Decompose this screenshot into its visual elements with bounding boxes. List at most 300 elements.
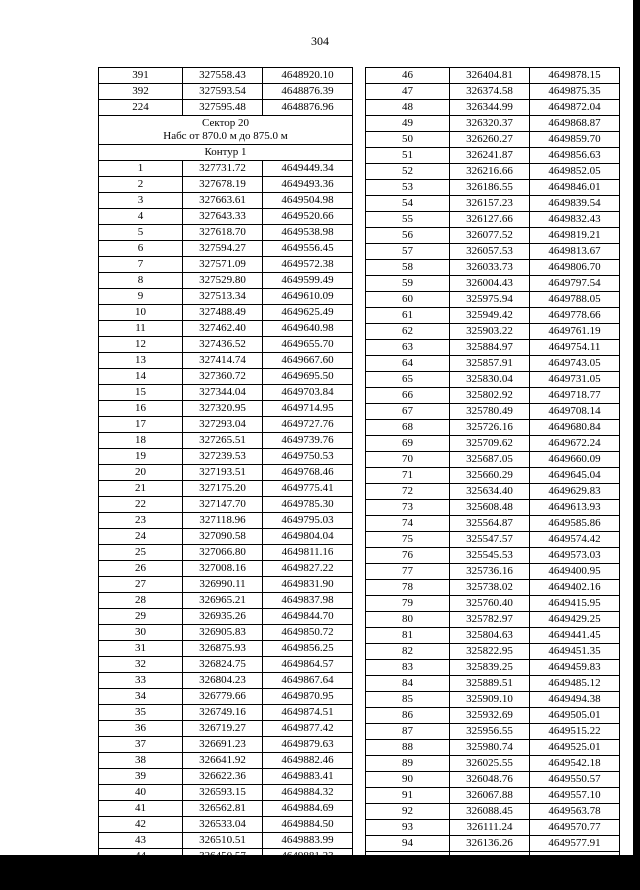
point-number: 30 bbox=[99, 625, 183, 641]
x-coordinate: 325903.22 bbox=[450, 324, 530, 340]
point-number: 26 bbox=[99, 561, 183, 577]
y-coordinate: 4649727.76 bbox=[263, 417, 353, 433]
contour-title: Контур 1 bbox=[99, 145, 353, 161]
y-coordinate: 4649525.01 bbox=[530, 740, 620, 756]
y-coordinate: 4649573.03 bbox=[530, 548, 620, 564]
table-row bbox=[99, 833, 353, 849]
y-coordinate: 4649875.35 bbox=[530, 84, 620, 100]
point-number: 19 bbox=[99, 449, 183, 465]
y-coordinate: 4649556.45 bbox=[263, 241, 353, 257]
point-number: 93 bbox=[366, 820, 450, 836]
point-number: 85 bbox=[366, 692, 450, 708]
y-coordinate: 4649768.46 bbox=[263, 465, 353, 481]
x-coordinate: 326136.26 bbox=[450, 836, 530, 852]
point-number: 58 bbox=[366, 260, 450, 276]
sector-title: Сектор 20 bbox=[202, 117, 249, 129]
y-coordinate: 4649449.34 bbox=[263, 161, 353, 177]
x-coordinate: 327360.72 bbox=[183, 369, 263, 385]
y-coordinate: 4649850.72 bbox=[263, 625, 353, 641]
point-number: 67 bbox=[366, 404, 450, 420]
table-row bbox=[366, 196, 620, 212]
table-row bbox=[366, 660, 620, 676]
x-coordinate: 327066.80 bbox=[183, 545, 263, 561]
x-coordinate: 325738.02 bbox=[450, 580, 530, 596]
y-coordinate: 4649731.05 bbox=[530, 372, 620, 388]
point-number: 2 bbox=[99, 177, 183, 193]
y-coordinate: 4649625.49 bbox=[263, 305, 353, 321]
y-coordinate: 4649743.05 bbox=[530, 356, 620, 372]
table-row bbox=[99, 193, 353, 209]
y-coordinate: 4649859.70 bbox=[530, 132, 620, 148]
point-number: 56 bbox=[366, 228, 450, 244]
table-row bbox=[99, 289, 353, 305]
x-coordinate: 325956.55 bbox=[450, 724, 530, 740]
point-number: 8 bbox=[99, 273, 183, 289]
point-number: 89 bbox=[366, 756, 450, 772]
point-number: 90 bbox=[366, 772, 450, 788]
table-row bbox=[99, 401, 353, 417]
table-row bbox=[99, 529, 353, 545]
table-row bbox=[366, 100, 620, 116]
point-number: 87 bbox=[366, 724, 450, 740]
x-coordinate: 325889.51 bbox=[450, 676, 530, 692]
x-coordinate: 327436.52 bbox=[183, 337, 263, 353]
x-coordinate: 327193.51 bbox=[183, 465, 263, 481]
y-coordinate: 4649884.69 bbox=[263, 801, 353, 817]
table-row bbox=[99, 753, 353, 769]
y-coordinate: 4649415.95 bbox=[530, 596, 620, 612]
table-row bbox=[366, 516, 620, 532]
point-number: 62 bbox=[366, 324, 450, 340]
x-coordinate: 327593.54 bbox=[183, 84, 263, 100]
y-coordinate: 4649640.98 bbox=[263, 321, 353, 337]
point-number: 71 bbox=[366, 468, 450, 484]
y-coordinate: 4649597.19 bbox=[530, 868, 620, 884]
point-number: 16 bbox=[99, 401, 183, 417]
x-coordinate: 326965.21 bbox=[183, 593, 263, 609]
point-number: 42 bbox=[99, 817, 183, 833]
y-coordinate: 4649804.04 bbox=[263, 529, 353, 545]
point-number: 391 bbox=[99, 68, 183, 84]
x-coordinate: 326779.66 bbox=[183, 689, 263, 705]
point-number: 34 bbox=[99, 689, 183, 705]
point-number: 35 bbox=[99, 705, 183, 721]
y-coordinate: 4649795.03 bbox=[263, 513, 353, 529]
table-row bbox=[366, 820, 620, 836]
table-row bbox=[366, 468, 620, 484]
table-row bbox=[366, 580, 620, 596]
point-number: 78 bbox=[366, 580, 450, 596]
y-coordinate: 4649493.36 bbox=[263, 177, 353, 193]
x-coordinate: 327595.48 bbox=[183, 100, 263, 116]
y-coordinate: 4649494.38 bbox=[530, 692, 620, 708]
point-number: 52 bbox=[366, 164, 450, 180]
y-coordinate: 4649613.93 bbox=[530, 500, 620, 516]
x-coordinate: 325804.63 bbox=[450, 628, 530, 644]
point-number: 44 bbox=[99, 849, 183, 865]
table-row bbox=[99, 161, 353, 177]
y-coordinate: 4649877.42 bbox=[263, 721, 353, 737]
contour-header-row bbox=[99, 145, 353, 161]
x-coordinate: 327488.49 bbox=[183, 305, 263, 321]
table-row bbox=[366, 372, 620, 388]
x-coordinate: 326344.99 bbox=[450, 100, 530, 116]
table-row bbox=[99, 625, 353, 641]
point-number: 63 bbox=[366, 340, 450, 356]
table-row bbox=[99, 225, 353, 241]
x-coordinate: 327239.53 bbox=[183, 449, 263, 465]
point-number: 20 bbox=[99, 465, 183, 481]
point-number: 12 bbox=[99, 337, 183, 353]
point-number: 54 bbox=[366, 196, 450, 212]
point-number: 83 bbox=[366, 660, 450, 676]
point-number: 15 bbox=[99, 385, 183, 401]
table-row bbox=[99, 577, 353, 593]
x-coordinate: 326533.04 bbox=[183, 817, 263, 833]
table-row bbox=[99, 721, 353, 737]
table-row bbox=[366, 628, 620, 644]
point-number: 74 bbox=[366, 516, 450, 532]
x-coordinate: 327618.70 bbox=[183, 225, 263, 241]
point-number: 9 bbox=[99, 289, 183, 305]
table-row bbox=[99, 513, 353, 529]
point-number: 46 bbox=[366, 68, 450, 84]
y-coordinate: 4649883.41 bbox=[263, 769, 353, 785]
x-coordinate: 326374.58 bbox=[450, 84, 530, 100]
x-coordinate: 326057.53 bbox=[450, 244, 530, 260]
x-coordinate: 325932.69 bbox=[450, 708, 530, 724]
sector-elevation-range: Набс от 870.0 м до 875.0 м bbox=[163, 130, 288, 142]
point-number: 41 bbox=[99, 801, 183, 817]
x-coordinate: 325909.10 bbox=[450, 692, 530, 708]
point-number: 95 bbox=[366, 852, 450, 868]
y-coordinate: 4649459.83 bbox=[530, 660, 620, 676]
y-coordinate: 4649402.16 bbox=[530, 580, 620, 596]
point-number: 72 bbox=[366, 484, 450, 500]
point-number: 31 bbox=[99, 641, 183, 657]
y-coordinate: 4649714.95 bbox=[263, 401, 353, 417]
x-coordinate: 325547.57 bbox=[450, 532, 530, 548]
table-row bbox=[366, 180, 620, 196]
point-number: 11 bbox=[99, 321, 183, 337]
table-row bbox=[99, 705, 353, 721]
point-number: 18 bbox=[99, 433, 183, 449]
point-number: 65 bbox=[366, 372, 450, 388]
point-number: 61 bbox=[366, 308, 450, 324]
point-number: 39 bbox=[99, 769, 183, 785]
point-number: 40 bbox=[99, 785, 183, 801]
y-coordinate: 4649880.33 bbox=[263, 865, 353, 881]
point-number: 76 bbox=[366, 548, 450, 564]
point-number: 64 bbox=[366, 356, 450, 372]
x-coordinate: 327678.19 bbox=[183, 177, 263, 193]
point-number: 45 bbox=[99, 865, 183, 881]
point-number: 43 bbox=[99, 833, 183, 849]
y-coordinate: 4649563.78 bbox=[530, 804, 620, 820]
x-coordinate: 326088.45 bbox=[450, 804, 530, 820]
table-row bbox=[99, 673, 353, 689]
y-coordinate: 4649451.35 bbox=[530, 644, 620, 660]
x-coordinate: 326260.27 bbox=[450, 132, 530, 148]
x-coordinate: 327731.72 bbox=[183, 161, 263, 177]
y-coordinate: 4649754.11 bbox=[530, 340, 620, 356]
x-coordinate: 326990.11 bbox=[183, 577, 263, 593]
x-coordinate: 326127.66 bbox=[450, 212, 530, 228]
x-coordinate: 325564.87 bbox=[450, 516, 530, 532]
x-coordinate: 326067.88 bbox=[450, 788, 530, 804]
point-number: 75 bbox=[366, 532, 450, 548]
page-number: 304 bbox=[311, 34, 329, 48]
x-coordinate: 326562.81 bbox=[183, 801, 263, 817]
point-number: 70 bbox=[366, 452, 450, 468]
table-row bbox=[99, 257, 353, 273]
point-number: 25 bbox=[99, 545, 183, 561]
x-coordinate: 327663.61 bbox=[183, 193, 263, 209]
point-number: 4 bbox=[99, 209, 183, 225]
y-coordinate: 4649837.98 bbox=[263, 593, 353, 609]
y-coordinate: 4649660.09 bbox=[530, 452, 620, 468]
y-coordinate: 4649577.91 bbox=[530, 836, 620, 852]
y-coordinate: 4649590.99 bbox=[530, 852, 620, 868]
x-coordinate: 325802.92 bbox=[450, 388, 530, 404]
x-coordinate: 326434.46 bbox=[183, 865, 263, 881]
point-number: 36 bbox=[99, 721, 183, 737]
x-coordinate: 327643.33 bbox=[183, 209, 263, 225]
x-coordinate: 325830.04 bbox=[450, 372, 530, 388]
x-coordinate: 327008.16 bbox=[183, 561, 263, 577]
y-coordinate: 4649806.70 bbox=[530, 260, 620, 276]
y-coordinate: 4649878.15 bbox=[530, 68, 620, 84]
point-number: 24 bbox=[99, 529, 183, 545]
table-row bbox=[366, 724, 620, 740]
y-coordinate: 4649629.83 bbox=[530, 484, 620, 500]
y-coordinate: 4649879.63 bbox=[263, 737, 353, 753]
point-number: 5 bbox=[99, 225, 183, 241]
y-coordinate: 4649750.53 bbox=[263, 449, 353, 465]
x-coordinate: 326241.87 bbox=[450, 148, 530, 164]
table-row bbox=[99, 545, 353, 561]
x-coordinate: 327513.34 bbox=[183, 289, 263, 305]
table-row bbox=[366, 772, 620, 788]
x-coordinate: 326875.93 bbox=[183, 641, 263, 657]
x-coordinate: 326593.15 bbox=[183, 785, 263, 801]
point-number: 38 bbox=[99, 753, 183, 769]
table-row bbox=[366, 692, 620, 708]
y-coordinate: 4649718.77 bbox=[530, 388, 620, 404]
y-coordinate: 4649881.23 bbox=[263, 849, 353, 865]
table-row bbox=[99, 337, 353, 353]
y-coordinate: 4649882.46 bbox=[263, 753, 353, 769]
x-coordinate: 325782.97 bbox=[450, 612, 530, 628]
point-number: 57 bbox=[366, 244, 450, 260]
point-number: 66 bbox=[366, 388, 450, 404]
point-number: 32 bbox=[99, 657, 183, 673]
y-coordinate: 4649485.12 bbox=[530, 676, 620, 692]
point-number: 59 bbox=[366, 276, 450, 292]
y-coordinate: 4649695.50 bbox=[263, 369, 353, 385]
x-coordinate: 325884.97 bbox=[450, 340, 530, 356]
x-coordinate: 326749.16 bbox=[183, 705, 263, 721]
y-coordinate: 4649429.25 bbox=[530, 612, 620, 628]
point-number: 37 bbox=[99, 737, 183, 753]
table-row bbox=[99, 465, 353, 481]
point-number: 1 bbox=[99, 161, 183, 177]
table-row bbox=[99, 561, 353, 577]
table-row bbox=[366, 244, 620, 260]
table-row bbox=[366, 404, 620, 420]
table-row bbox=[366, 452, 620, 468]
x-coordinate: 327090.58 bbox=[183, 529, 263, 545]
table-row bbox=[366, 788, 620, 804]
x-coordinate: 325780.49 bbox=[450, 404, 530, 420]
coordinates-table-right bbox=[365, 67, 620, 884]
table-row bbox=[99, 321, 353, 337]
table-row bbox=[99, 417, 353, 433]
y-coordinate: 4649761.19 bbox=[530, 324, 620, 340]
y-coordinate: 4649868.87 bbox=[530, 116, 620, 132]
x-coordinate: 325980.74 bbox=[450, 740, 530, 756]
x-coordinate: 325736.16 bbox=[450, 564, 530, 580]
y-coordinate: 4649870.95 bbox=[263, 689, 353, 705]
table-row bbox=[366, 324, 620, 340]
table-row bbox=[366, 260, 620, 276]
point-number: 48 bbox=[366, 100, 450, 116]
y-coordinate: 4649572.38 bbox=[263, 257, 353, 273]
y-coordinate: 4649655.70 bbox=[263, 337, 353, 353]
x-coordinate: 325949.42 bbox=[450, 308, 530, 324]
table-row bbox=[366, 756, 620, 772]
table-row bbox=[366, 292, 620, 308]
point-number: 88 bbox=[366, 740, 450, 756]
y-coordinate: 4649874.51 bbox=[263, 705, 353, 721]
y-coordinate: 4649504.98 bbox=[263, 193, 353, 209]
table-row bbox=[366, 596, 620, 612]
point-number: 27 bbox=[99, 577, 183, 593]
y-coordinate: 4649739.76 bbox=[263, 433, 353, 449]
table-row bbox=[366, 836, 620, 852]
x-coordinate: 326804.23 bbox=[183, 673, 263, 689]
x-coordinate: 326719.27 bbox=[183, 721, 263, 737]
x-coordinate: 325726.16 bbox=[450, 420, 530, 436]
x-coordinate: 326905.83 bbox=[183, 625, 263, 641]
table-row bbox=[99, 241, 353, 257]
y-coordinate: 4648876.96 bbox=[263, 100, 353, 116]
table-row bbox=[366, 84, 620, 100]
table-row bbox=[99, 865, 353, 881]
table-row bbox=[366, 68, 620, 84]
x-coordinate: 327558.43 bbox=[183, 68, 263, 84]
table-row bbox=[99, 737, 353, 753]
x-coordinate: 327118.96 bbox=[183, 513, 263, 529]
table-row bbox=[99, 481, 353, 497]
y-coordinate: 4649400.95 bbox=[530, 564, 620, 580]
y-coordinate: 4649505.01 bbox=[530, 708, 620, 724]
x-coordinate: 326186.55 bbox=[450, 180, 530, 196]
y-coordinate: 4649831.90 bbox=[263, 577, 353, 593]
x-coordinate: 327265.51 bbox=[183, 433, 263, 449]
point-number: 91 bbox=[366, 788, 450, 804]
point-number: 14 bbox=[99, 369, 183, 385]
table-row bbox=[99, 305, 353, 321]
point-number: 81 bbox=[366, 628, 450, 644]
x-coordinate: 327344.04 bbox=[183, 385, 263, 401]
y-coordinate: 4649778.66 bbox=[530, 308, 620, 324]
coordinates-table-left bbox=[98, 67, 353, 881]
x-coordinate: 325709.62 bbox=[450, 436, 530, 452]
x-coordinate: 326935.26 bbox=[183, 609, 263, 625]
y-coordinate: 4649832.43 bbox=[530, 212, 620, 228]
table-row bbox=[99, 609, 353, 625]
y-coordinate: 4649883.99 bbox=[263, 833, 353, 849]
x-coordinate: 326510.51 bbox=[183, 833, 263, 849]
x-coordinate: 326048.76 bbox=[450, 772, 530, 788]
x-coordinate: 326320.37 bbox=[450, 116, 530, 132]
x-coordinate: 326210.97 bbox=[450, 868, 530, 884]
y-coordinate: 4649550.57 bbox=[530, 772, 620, 788]
x-coordinate: 326025.55 bbox=[450, 756, 530, 772]
table-row bbox=[366, 676, 620, 692]
point-number: 51 bbox=[366, 148, 450, 164]
x-coordinate: 326691.23 bbox=[183, 737, 263, 753]
y-coordinate: 4649846.01 bbox=[530, 180, 620, 196]
table-row bbox=[99, 641, 353, 657]
point-number: 60 bbox=[366, 292, 450, 308]
x-coordinate: 325660.29 bbox=[450, 468, 530, 484]
point-number: 73 bbox=[366, 500, 450, 516]
point-number: 22 bbox=[99, 497, 183, 513]
point-number: 53 bbox=[366, 180, 450, 196]
table-row bbox=[99, 385, 353, 401]
y-coordinate: 4649856.25 bbox=[263, 641, 353, 657]
point-number: 69 bbox=[366, 436, 450, 452]
y-coordinate: 4648876.39 bbox=[263, 84, 353, 100]
point-number: 13 bbox=[99, 353, 183, 369]
table-row bbox=[366, 132, 620, 148]
x-coordinate: 327175.20 bbox=[183, 481, 263, 497]
point-number: 55 bbox=[366, 212, 450, 228]
x-coordinate: 326004.43 bbox=[450, 276, 530, 292]
x-coordinate: 325687.05 bbox=[450, 452, 530, 468]
point-number: 94 bbox=[366, 836, 450, 852]
y-coordinate: 4649441.45 bbox=[530, 628, 620, 644]
table-row bbox=[366, 804, 620, 820]
table-row bbox=[366, 308, 620, 324]
table-row bbox=[366, 532, 620, 548]
y-coordinate: 4649775.41 bbox=[263, 481, 353, 497]
point-number: 84 bbox=[366, 676, 450, 692]
y-coordinate: 4649680.84 bbox=[530, 420, 620, 436]
y-coordinate: 4649819.21 bbox=[530, 228, 620, 244]
y-coordinate: 4649515.22 bbox=[530, 724, 620, 740]
table-row bbox=[366, 868, 620, 884]
y-coordinate: 4649599.49 bbox=[263, 273, 353, 289]
table-row bbox=[99, 177, 353, 193]
x-coordinate: 326622.36 bbox=[183, 769, 263, 785]
point-number: 392 bbox=[99, 84, 183, 100]
table-row bbox=[366, 500, 620, 516]
y-coordinate: 4649538.98 bbox=[263, 225, 353, 241]
y-coordinate: 4649811.16 bbox=[263, 545, 353, 561]
table-row bbox=[366, 852, 620, 868]
x-coordinate: 325760.40 bbox=[450, 596, 530, 612]
x-coordinate: 327320.95 bbox=[183, 401, 263, 417]
y-coordinate: 4649813.67 bbox=[530, 244, 620, 260]
table-row bbox=[99, 817, 353, 833]
y-coordinate: 4649797.54 bbox=[530, 276, 620, 292]
y-coordinate: 4649672.24 bbox=[530, 436, 620, 452]
point-number: 21 bbox=[99, 481, 183, 497]
y-coordinate: 4649542.18 bbox=[530, 756, 620, 772]
